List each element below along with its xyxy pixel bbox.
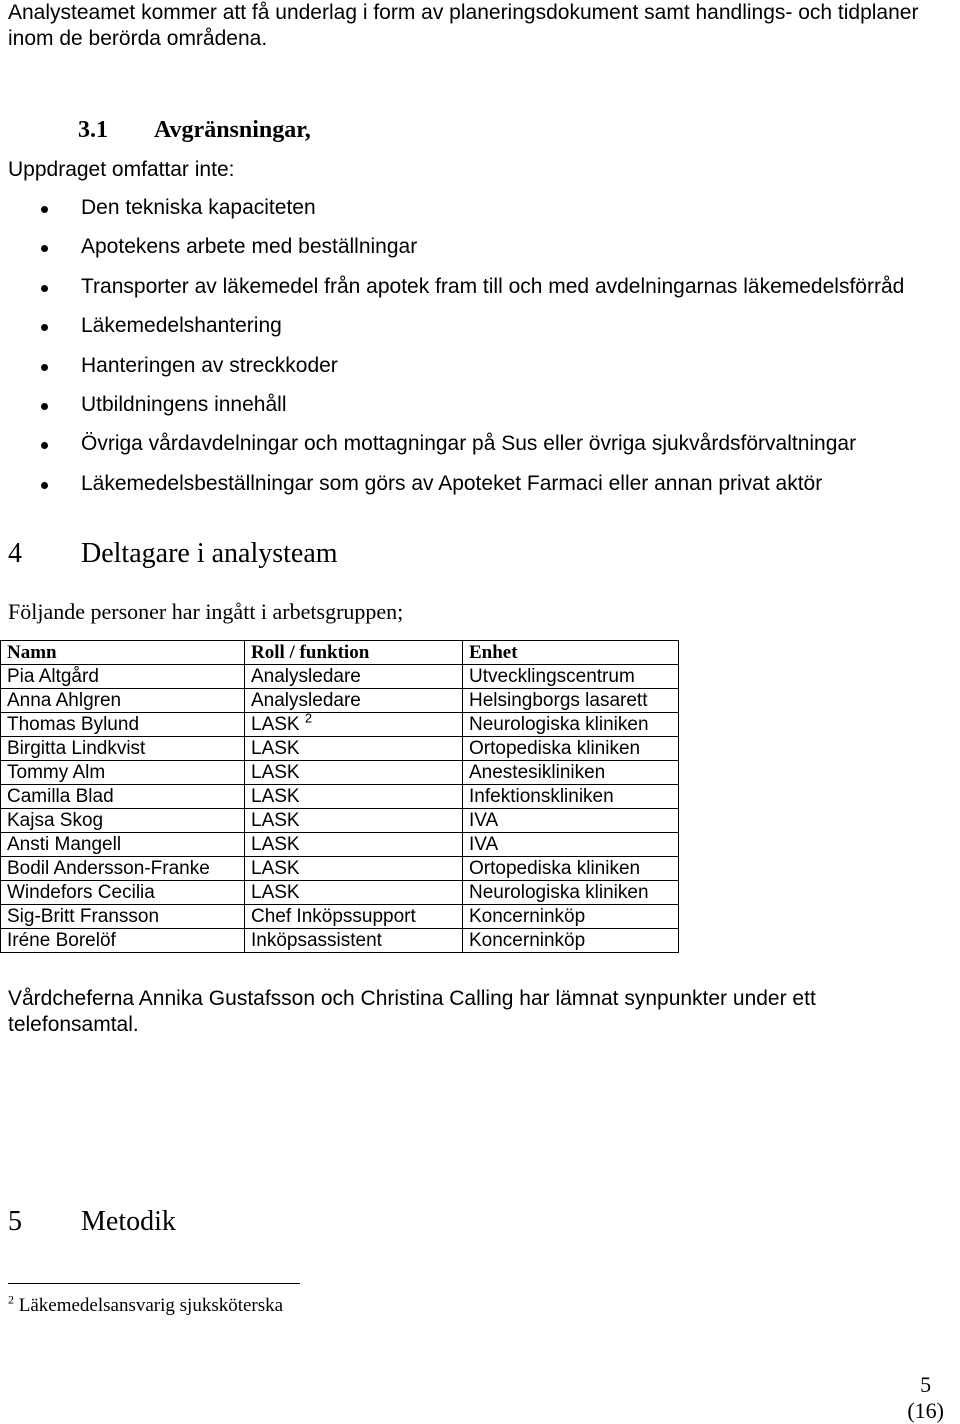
cell-name: Bodil Andersson-Franke <box>1 857 245 881</box>
list-item <box>0 195 904 234</box>
cell-name: Iréne Borelöf <box>1 929 245 953</box>
cell-unit: Utvecklingscentrum <box>463 665 679 689</box>
cell-name: Kajsa Skog <box>1 809 245 833</box>
list-item <box>0 234 904 273</box>
bullet-icon <box>41 245 48 252</box>
cell-role: Chef Inköpssupport <box>245 905 463 929</box>
intro-paragraph: Analysteamet kommer att få underlag i form av planeringsdokument samt handlings- och tidplaner inom de berörda områdena. <box>8 1 919 50</box>
table-row <box>1 881 679 905</box>
cell-unit: Anestesikliniken <box>463 761 679 785</box>
cell-role: LASK <box>245 737 463 761</box>
list-item-text: Övriga vårdavdelningar och mottagningar på Sus eller övriga sjukvårdsförvaltningar <box>81 432 857 456</box>
cell-role: LASK <box>245 785 463 809</box>
table-row <box>1 713 679 737</box>
cell-unit: Neurologiska kliniken <box>463 713 679 737</box>
list-item-text: Läkemedelshantering <box>81 314 282 338</box>
bullet-icon <box>41 403 48 410</box>
cell-name: Windefors Cecilia <box>1 881 245 905</box>
cell-name: Camilla Blad <box>1 785 245 809</box>
cell-unit: Koncerninköp <box>463 929 679 953</box>
list-item <box>0 392 904 431</box>
footnote-marker: 2 <box>8 1292 14 1307</box>
cell-name: Ansti Mangell <box>1 833 245 857</box>
table-row <box>1 737 679 761</box>
column-header-name: Namn <box>1 641 245 665</box>
cell-role: Inköpsassistent <box>245 929 463 953</box>
column-header-role: Roll / funktion <box>245 641 463 665</box>
cell-role: LASK <box>245 857 463 881</box>
cell-unit: IVA <box>463 809 679 833</box>
table-row <box>1 857 679 881</box>
list-item-text: Läkemedelsbeställningar som görs av Apoteket Farmaci eller annan privat aktör <box>81 471 823 495</box>
list-item-text: Transporter av läkemedel från apotek fram till och med avdelningarnas läkemedelsförråd <box>81 274 905 298</box>
section-title: Avgränsningar, <box>154 117 311 143</box>
cell-name: Sig-Britt Fransson <box>1 905 245 929</box>
team-lead-text: Följande personer har ingått i arbetsgruppen; <box>8 599 404 624</box>
section-number: 5 <box>8 1206 22 1237</box>
footnote-text: Läkemedelsansvarig sjuksköterska <box>18 1295 284 1316</box>
bullet-icon <box>41 324 48 331</box>
scope-lead-text: Uppdraget omfattar inte: <box>8 158 235 181</box>
table-row <box>1 665 679 689</box>
bullet-icon <box>41 364 48 371</box>
list-item-text: Hanteringen av streckkoder <box>81 353 338 377</box>
table-row <box>1 929 679 953</box>
cell-unit: Ortopediska kliniken <box>463 737 679 761</box>
bullet-icon <box>41 206 48 213</box>
footnote <box>8 1292 284 1317</box>
section-heading-3-1 <box>78 117 311 144</box>
list-item <box>0 431 904 470</box>
table-row <box>1 785 679 809</box>
cell-name: Tommy Alm <box>1 761 245 785</box>
footnote-separator <box>8 1283 300 1284</box>
cell-name: Anna Ahlgren <box>1 689 245 713</box>
cell-unit: IVA <box>463 833 679 857</box>
table-header-row <box>1 641 679 665</box>
cell-name: Birgitta Lindkvist <box>1 737 245 761</box>
cell-name: Thomas Bylund <box>1 713 245 737</box>
cell-role: LASK <box>245 881 463 905</box>
footnote-marker: 2 <box>304 710 313 726</box>
bullet-icon <box>41 482 48 489</box>
table-row <box>1 761 679 785</box>
table-row <box>1 809 679 833</box>
cell-role-text: LASK <box>251 713 300 735</box>
cell-role: LASK <box>245 809 463 833</box>
list-item <box>0 313 904 352</box>
section-number: 3.1 <box>78 117 108 143</box>
cell-unit: Helsingborgs lasarett <box>463 689 679 713</box>
page-number-current: 5 <box>920 1372 932 1397</box>
scope-list <box>0 195 904 510</box>
bullet-icon <box>41 442 48 449</box>
table-row <box>1 905 679 929</box>
cell-role: LASK <box>245 833 463 857</box>
cell-role: LASK <box>245 761 463 785</box>
cell-unit: Koncerninköp <box>463 905 679 929</box>
cell-role <box>245 710 463 737</box>
list-item-text: Utbildningens innehåll <box>81 392 287 416</box>
bullet-icon <box>41 285 48 292</box>
section-title: Metodik <box>81 1206 176 1237</box>
list-item <box>0 274 904 313</box>
column-header-unit: Enhet <box>463 641 679 665</box>
list-item-text: Apotekens arbete med beställningar <box>81 235 418 259</box>
cell-name: Pia Altgård <box>1 665 245 689</box>
section-heading-4 <box>8 538 338 570</box>
section-number: 4 <box>8 538 22 569</box>
team-table <box>0 640 679 953</box>
cell-unit: Ortopediska kliniken <box>463 857 679 881</box>
list-item <box>0 353 904 392</box>
list-item <box>0 471 904 510</box>
section-title: Deltagare i analysteam <box>81 538 338 569</box>
table-row <box>1 689 679 713</box>
table-row <box>1 833 679 857</box>
page-number-total: (16) <box>907 1398 944 1423</box>
page-number <box>907 1372 944 1424</box>
section-heading-5 <box>8 1206 176 1238</box>
closing-paragraph: Vårdcheferna Annika Gustafsson och Christina Calling har lämnat synpunkter under ett telefonsamtal. <box>8 987 816 1036</box>
cell-role: Analysledare <box>245 689 463 713</box>
list-item-text: Den tekniska kapaciteten <box>81 196 316 219</box>
cell-unit: Infektionskliniken <box>463 785 679 809</box>
cell-role: Analysledare <box>245 665 463 689</box>
cell-unit: Neurologiska kliniken <box>463 881 679 905</box>
